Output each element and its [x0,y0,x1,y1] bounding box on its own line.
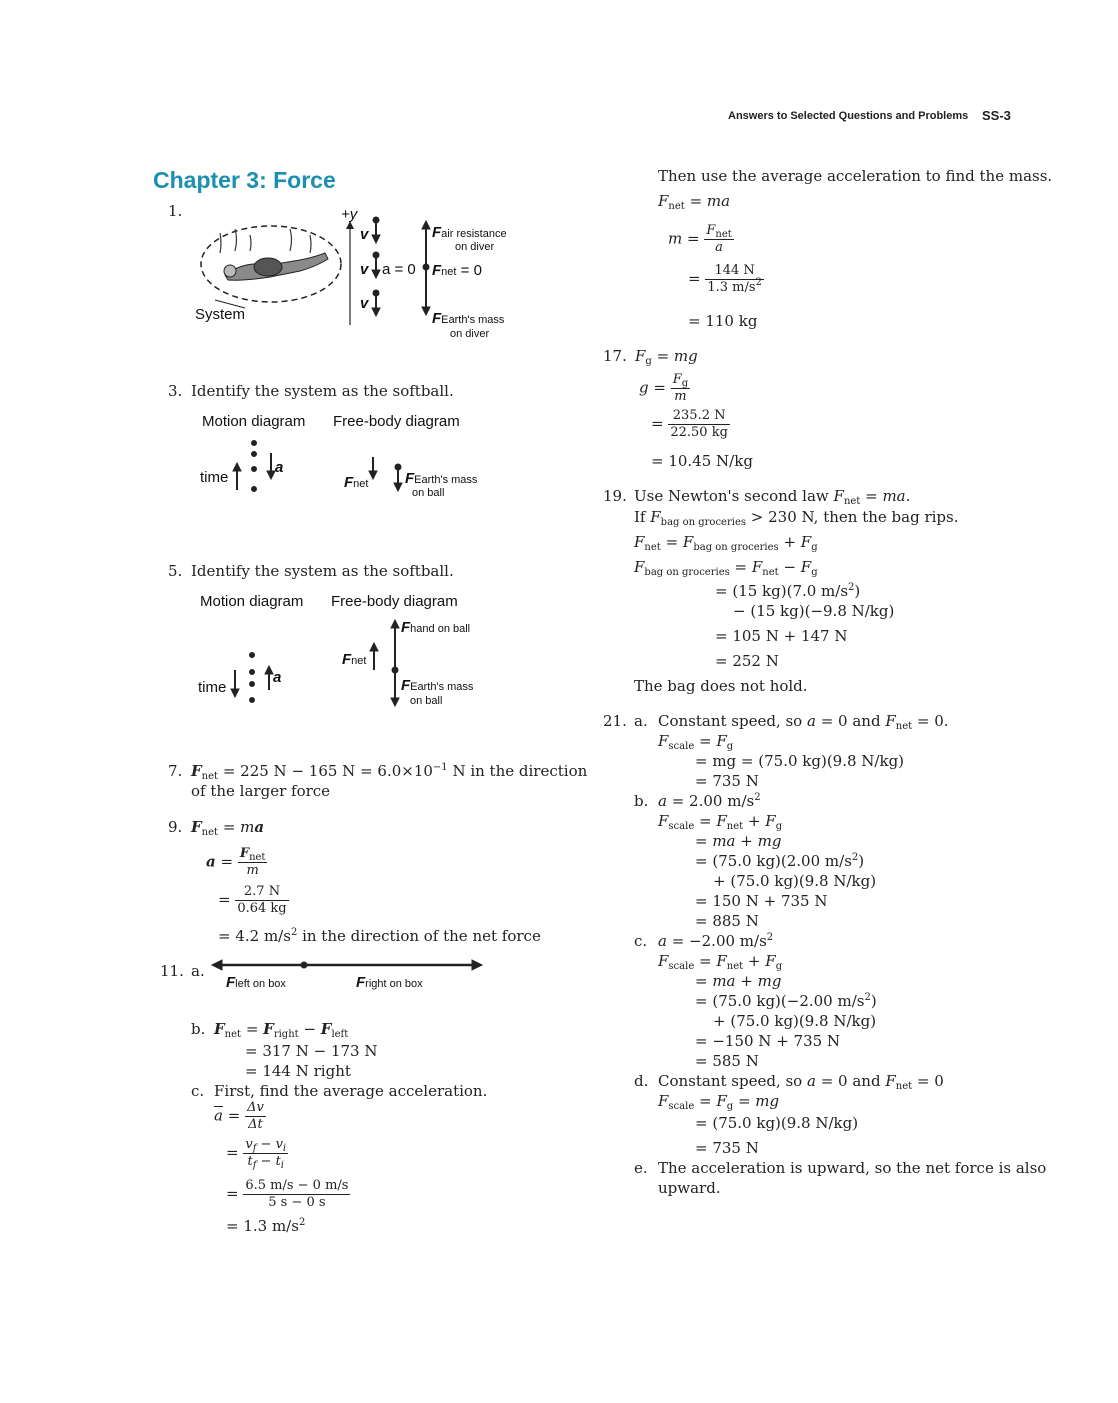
problem-21-d-line3: = (75.0 kg)(9.8 N/kg) [695,1114,859,1132]
problem-21-a-line3: = mg = (75.0 kg)(9.8 N/kg) [695,752,905,770]
fleft-label: Fleft on box [226,974,286,991]
fnet-label: Fnet [344,474,369,491]
v-label-2: v [360,261,369,278]
right-result: = 110 kg [688,312,758,330]
problem-9-eq1: $F_{net}$ = ma [191,818,265,838]
problem-17-number: 17. [603,347,627,365]
problem-19-line7: = 105 N + 147 N [715,627,848,645]
problem-11-diagram [210,955,485,975]
problem-21-b-line3: = ma + mg [695,832,782,850]
problem-11-c-eq2: = $\frac{v_f - v_i}{t_f - t_i}$ [226,1137,287,1171]
problem-9-eq3: = $\frac{2.7 N}{0.64 kg}$ [218,884,287,916]
problem-17-eq1: $F_g$ = mg [635,347,698,367]
problem-19-number: 19. [603,487,627,505]
problem-21-c-line3: = ma + mg [695,972,782,990]
problem-9-number: 9. [168,818,183,836]
page-number: SS-3 [982,108,1011,123]
time-label: time [200,469,229,486]
problem-3-number: 3. [168,382,183,400]
problem-21-c-line5: + (75.0 kg)(9.8 N/kg) [713,1012,877,1030]
system-label: System [195,306,246,323]
fearth-sub2: on ball [412,487,445,499]
problem-21-a-line2: $F_{scale} = F_g$ [658,732,734,752]
problem-21-b-line1: a = 2.00 $m/s^2$ [658,792,761,810]
problem-19-line6: − (15 kg)(−9.8 N/kg) [733,602,895,620]
problem-7-line1: $F_{net} = 225$ N − 165 $N = 6.0\times 10^{-1}$ N in the direction [191,762,588,782]
problem-5-number: 5. [168,562,183,580]
problem-21-e-line2: upward. [658,1179,721,1197]
v-label-1: v [360,226,369,243]
problem-19-line1: Use Newton's second law $F_{net}$ = ma. [634,487,911,507]
problem-21-b-line7: = 885 N [695,912,759,930]
problem-11-a: a. [191,962,205,980]
problem-5-text: Identify the system as the softball. [191,562,454,580]
f-net-label: Fnet = 0 [432,262,482,279]
problem-21-d: d. [634,1072,649,1090]
problem-21-c-line1: a = −2.00 $m/s^2$ [658,932,774,950]
problem-11-c-eq3: = $\frac{6.5 m/s - 0 m/s}{5 s - 0 s}$ [226,1178,349,1210]
problem-17-eq3: = $\frac{235.2 N}{22.50 kg}$ [651,408,728,440]
problem-21-b-line4: = (75.0 kg)(2.00 $m/s^2$) [695,852,865,870]
problem-21-c-line4: = (75.0 kg)(−2.00 $m/s^2$) [695,992,877,1010]
problem-21-c-line2: $F_{scale} = F_{net} + F_g$ [658,952,783,972]
problem-11-b-eq1: $F_{net} = F_{right} - F_{left}$ [214,1020,349,1040]
f-air-label: Fair resistance [432,224,507,241]
problem-19-line2: If $F_{bag on groceries} > 230$ N, then the bag rips. [634,508,959,528]
problem-11-c-result: = 1.3 $m/s^2$ [226,1217,306,1235]
problem-21-a-line4: = 735 N [695,772,759,790]
problem-19-line4: $F_{bag on groceries} = F_{net} - F_g$ [634,558,818,578]
problem-11-c: c. [191,1082,205,1100]
a-zero-label: a = 0 [382,261,416,278]
fearth-label: FEarth's mass [405,470,478,487]
fearth-sub2-5: on ball [410,695,443,707]
problem-11-number: 11. [160,962,184,980]
problem-21-a-line1: Constant speed, so a = 0 and $F_{net} = 0$. [658,712,949,732]
motion-diagram-label: Motion diagram [202,413,306,430]
problem-21-e-line1: The acceleration is upward, so the net force is also [658,1159,1047,1177]
time-label-5: time [198,679,227,696]
fearth-label-5: FEarth's mass [401,677,474,694]
problem-21-c-line6: = −150 N + 735 N [695,1032,841,1050]
problem-21-d-line2: $F_{scale} = F_g$ = mg [658,1092,780,1112]
problem-21-e: e. [634,1159,648,1177]
problem-19-line9: The bag does not hold. [634,677,808,695]
a-label-5: a [273,669,282,686]
fhand-label: Fhand on ball [401,619,471,636]
right-eq1: $F_{net}$ = ma [658,192,731,212]
problem-19-line8: = 252 N [715,652,779,670]
problem-17-result: = 10.45 N/kg [651,452,753,470]
a-label: a [275,459,284,476]
problem-9-eq2: a = $\frac{F_{net}}{m}$ [206,846,266,878]
problem-9-result: = 4.2 $m/s^2$ in the direction of the net force [218,927,541,945]
problem-11-c-eq1: $\overline{a}$ = $\frac{\Delta v}{\Delta t}$ [214,1100,264,1132]
f-earth-sub2: on diver [450,328,490,340]
right-eq3: = $\frac{144 N}{1.3 m/s^2}$ [688,263,762,295]
problem-21-b-line6: = 150 N + 735 N [695,892,828,910]
problem-11-b-eq3: = 144 N right [245,1062,351,1080]
fbd-label-5: Free-body diagram [331,593,458,610]
fnet-label-5: Fnet [342,651,367,668]
problem-11-b: b. [191,1020,206,1038]
fright-label: Fright on box [356,974,423,991]
problem-1-number: 1. [168,202,183,220]
fbd-label: Free-body diagram [333,413,460,430]
right-intro-text: Then use the average acceleration to find the mass. [658,167,1053,185]
problem-19-line5: = (15 kg)(7.0 $m/s^2$) [715,582,861,600]
right-eq2: m = $\frac{F_{net}}{a}$ [668,223,732,255]
problem-21-b-line2: $F_{scale} = F_{net} + F_g$ [658,812,783,832]
plus-y-label: +y [341,206,358,223]
motion-diagram-label-5: Motion diagram [200,593,304,610]
problem-17-eq2: g = $\frac{F_g}{m}$ [639,372,689,404]
problem-21-b-line5: + (75.0 kg)(9.8 N/kg) [713,872,877,890]
problem-21-b: b. [634,792,649,810]
running-title: Answers to Selected Questions and Problems [728,110,969,122]
problem-11-c-text: First, find the average acceleration. [214,1082,488,1100]
problem-19-line3: $F_{net} = F_{bag on groceries} + F_g$ [634,533,818,553]
problem-21-a: a. [634,712,648,730]
problem-21-number: 21. [603,712,627,730]
problem-11-b-eq2: = 317 N − 173 N [245,1042,378,1060]
problem-7-number: 7. [168,762,183,780]
problem-21-d-line1: Constant speed, so a = 0 and $F_{net} = 0$ [658,1072,944,1092]
problem-21-d-line4: = 735 N [695,1139,759,1157]
problem-21-c-line7: = 585 N [695,1052,759,1070]
problem-7-line2: of the larger force [191,782,331,800]
f-air-sub2: on diver [455,241,495,253]
problem-21-c: c. [634,932,648,950]
f-earth-label: FEarth's mass [432,310,505,327]
v-label-3: v [360,295,369,312]
chapter-title: Chapter 3: Force [153,167,336,193]
problem-3-text: Identify the system as the softball. [191,382,454,400]
